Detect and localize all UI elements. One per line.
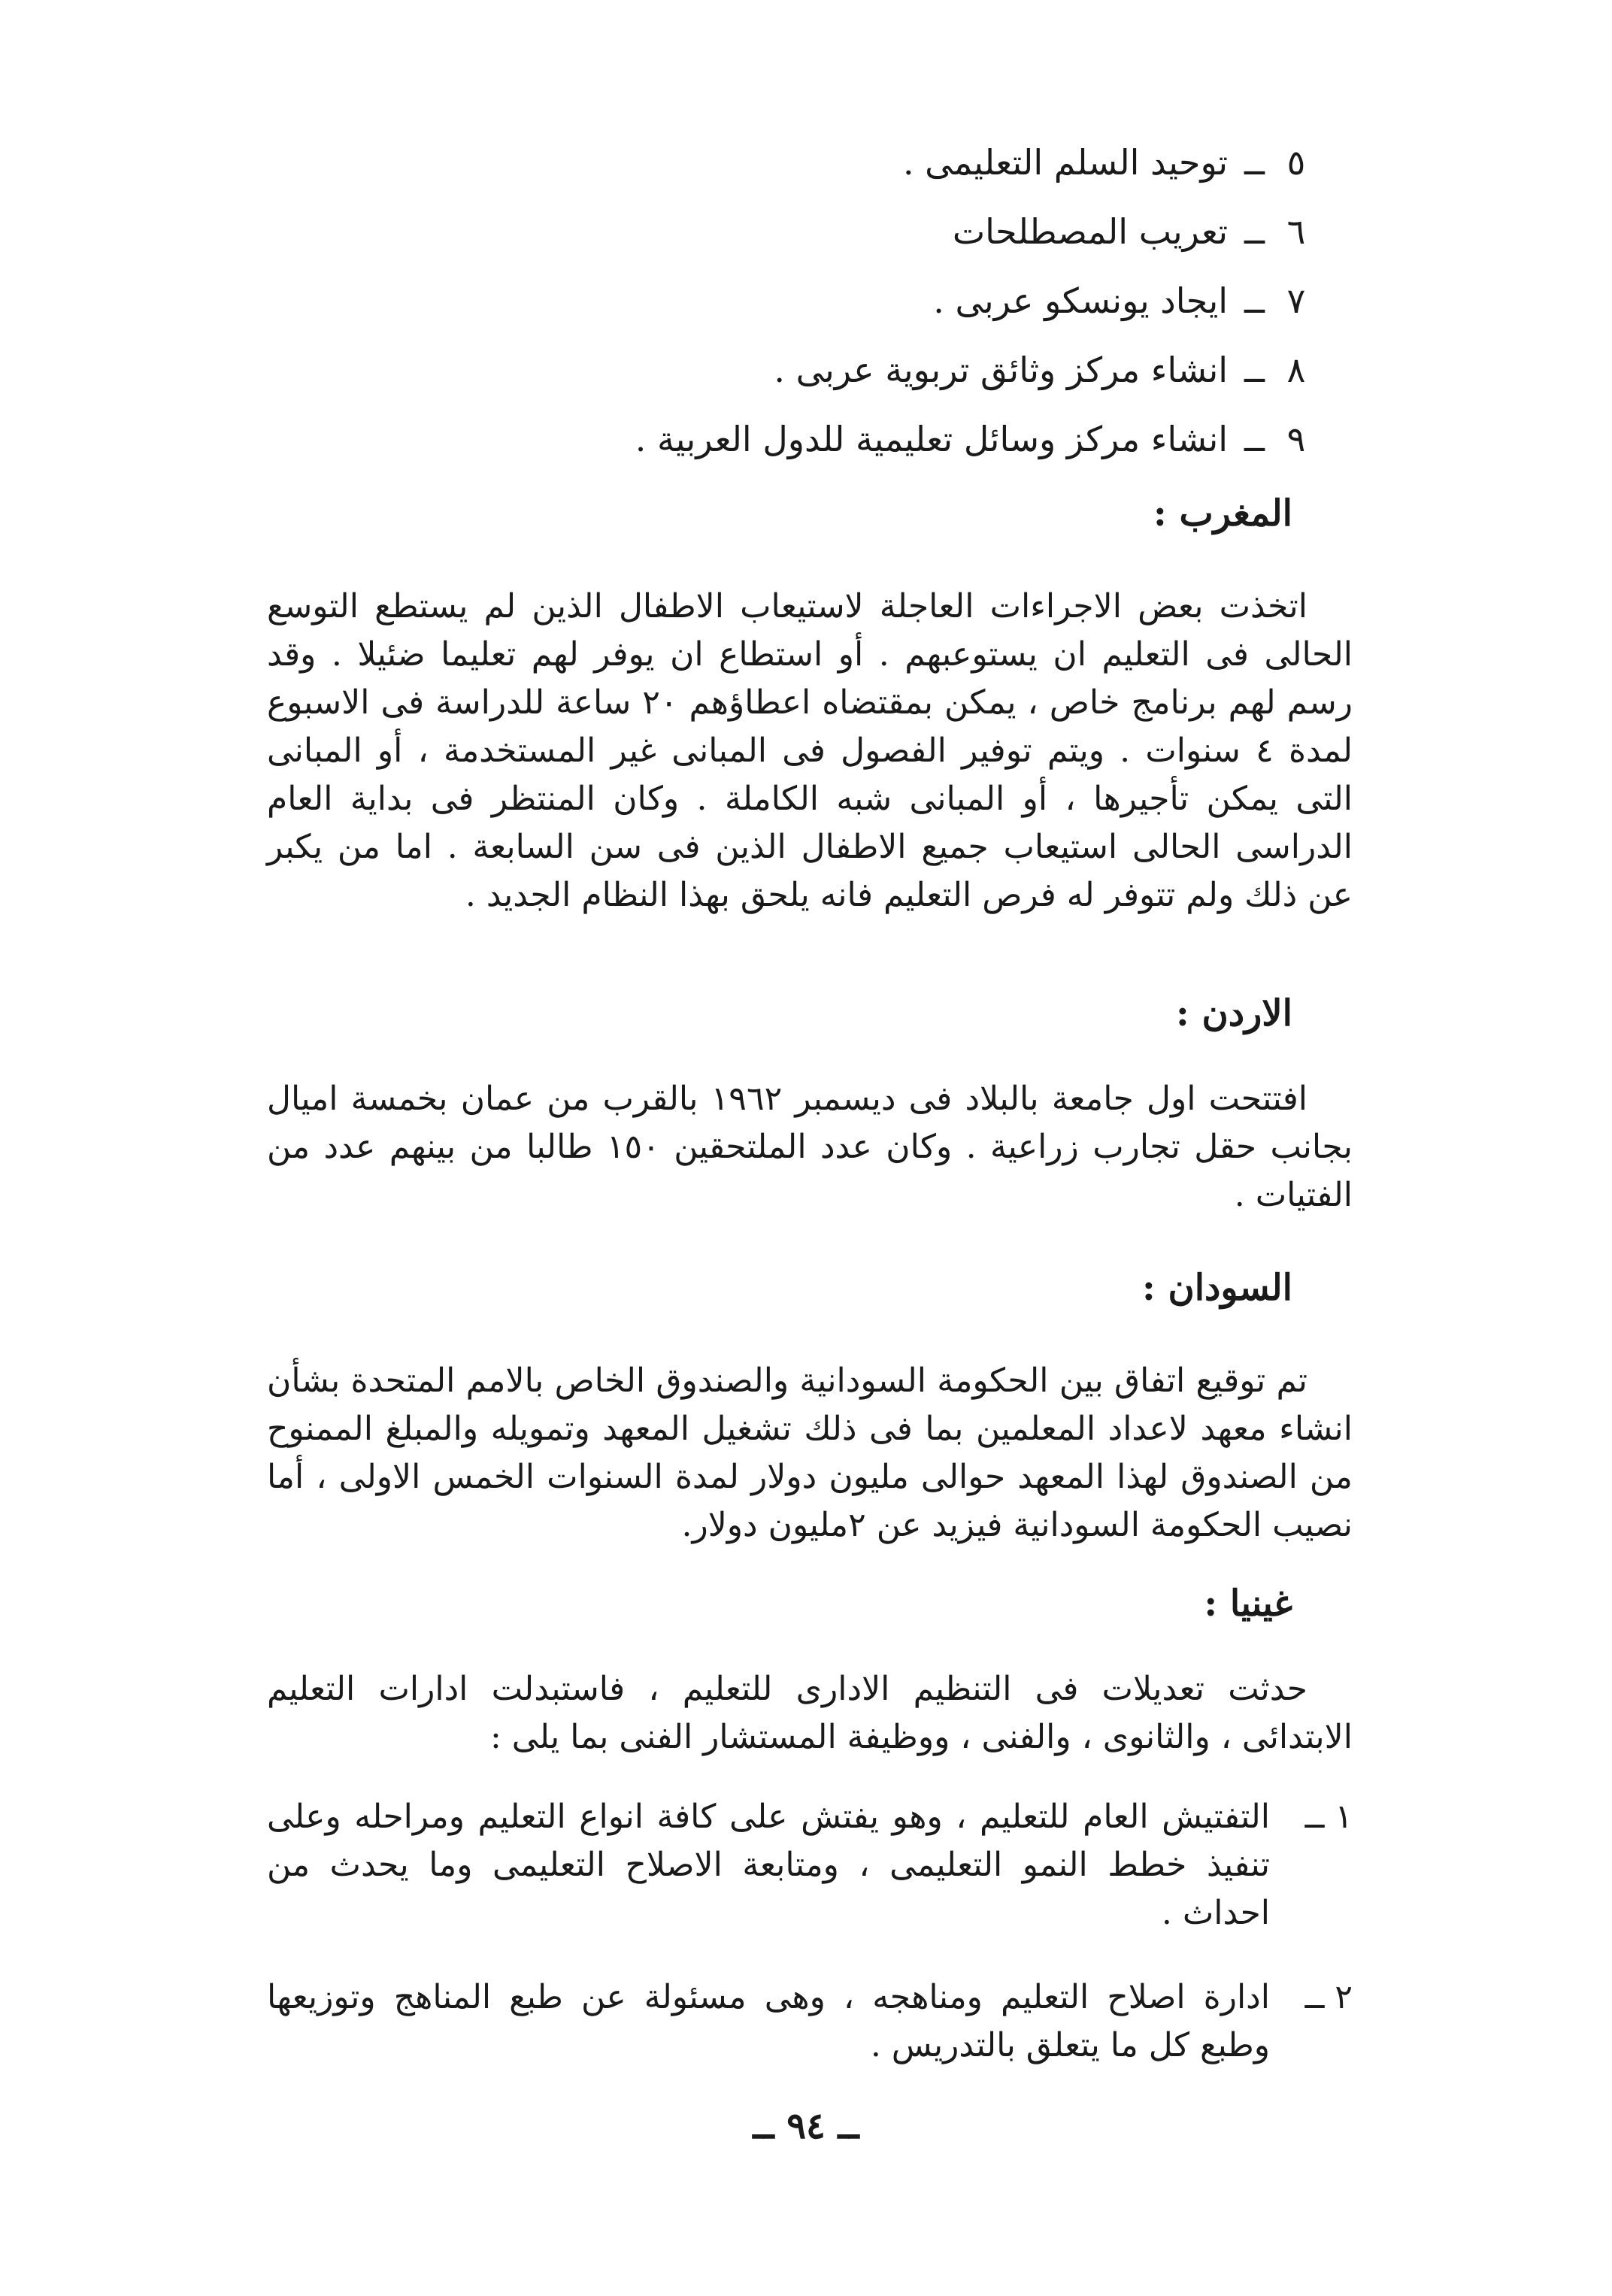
list-item-text: انشاء مركز وسائل تعليمية للدول العربية . xyxy=(635,419,1229,459)
guinea-list-item-text: ادارة اصلاح التعليم ومناهجه ، وهى مسئولة عن طبع المناهج وتوزيعها وطبع كل ما يتعلق بالتدريس . xyxy=(267,1978,1270,2064)
section-heading-guinea: غينيا : xyxy=(1204,1583,1292,1625)
list-item-number: ٨ xyxy=(1286,350,1306,390)
list-item-dash: ــ xyxy=(1244,142,1265,183)
page-number: ــ ٩٤ ــ xyxy=(753,2105,859,2147)
list-item-text: انشاء مركز وثائق تربوية عربى . xyxy=(774,350,1229,390)
section-heading-sudan: السودان : xyxy=(1142,1267,1292,1309)
guinea-list-item xyxy=(267,1793,1353,1937)
list-item-dash: ــ xyxy=(1244,350,1265,390)
section-heading-jordan: الاردن : xyxy=(1176,992,1292,1034)
guinea-list-item xyxy=(267,1973,1353,2070)
list-item xyxy=(183,335,1311,404)
numbered-list-top xyxy=(183,128,1311,474)
list-item-dash: ــ xyxy=(1244,280,1265,321)
list-item-dash: ــ xyxy=(1244,419,1265,459)
paragraph-guinea: حدثت تعديلات فى التنظيم الادارى للتعليم ، فاستبدلت ادارات التعليم الابتدائى ، والثانوى ، والفنى ، ووظيفة المستشار الفنى بما يلى : xyxy=(267,1670,1353,1756)
list-item-dash: ــ xyxy=(1244,211,1265,252)
list-item xyxy=(183,128,1311,197)
list-item-text: ايجاد يونسكو عربى . xyxy=(933,280,1229,321)
guinea-list-item-number: ١ ــ xyxy=(1304,1798,1353,1836)
list-item xyxy=(183,197,1311,266)
list-item-text: توحيد السلم التعليمى . xyxy=(902,142,1229,183)
paragraph-sudan: تم توقيع اتفاق بين الحكومة السودانية والصندوق الخاص بالامم المتحدة بشأن انشاء معهد لاعداد المعلمين بما فى ذلك تشغيل المعهد وتمويله والمبلغ الممنوح من الصندوق لهذا المعهد حوالى مليون دولار لمدة السنوات الخمس الاولى ، أما نصيب الحكومة السودانية فيزيد عن ٢مليون دولار. xyxy=(267,1362,1353,1544)
list-item-text: تعريب المصطلحات xyxy=(952,211,1229,252)
list-item xyxy=(183,266,1311,335)
list-item-number: ٥ xyxy=(1286,142,1306,183)
guinea-list-item-number: ٢ ــ xyxy=(1304,1978,1353,2016)
list-item xyxy=(183,404,1311,474)
paragraph-morocco: اتخذت بعض الاجراءات العاجلة لاستيعاب الاطفال الذين لم يستطع التوسع الحالى فى التعليم ان يستوعبهم . أو استطاع ان يوفر لهم تعليما ضئيلا . وقد رسم لهم برنامج خاص ، يمكن بمقتضاه اعطاؤهم ٢٠ ساعة للدراسة فى الاسبوع لمدة ٤ سنوات . ويتم توفير الفصول فى المبانى غير المستخدمة ، أو المبانى التى يمكن تأجيرها ، أو المبانى شبه الكاملة . وكان المنتظر فى بداية العام الدراسى الحالى استيعاب جميع الاطفال الذين فى سن السابعة . اما من يكبر عن ذلك ولم تتوفر له فرص التعليم فانه يلحق بهذا النظام الجديد . xyxy=(267,587,1353,914)
list-item-number: ٩ xyxy=(1286,419,1306,459)
paragraph-jordan: افتتحت اول جامعة بالبلاد فى ديسمبر ١٩٦٢ بالقرب من عمان بخمسة اميال بجانب حقل تجارب زراعية . وكان عدد الملتحقين ١٥٠ طالبا من بينهم عدد من الفتيات . xyxy=(267,1080,1353,1214)
section-heading-morocco: المغرب : xyxy=(1153,492,1292,535)
list-item-number: ٦ xyxy=(1286,211,1306,252)
guinea-list-item-text: التفتيش العام للتعليم ، وهو يفتش على كافة انواع التعليم ومراحله وعلى تنفيذ خطط النمو التعليمى ، ومتابعة الاصلاح التعليمى وما يحدث من احداث . xyxy=(267,1798,1270,1932)
list-item-number: ٧ xyxy=(1286,280,1306,321)
